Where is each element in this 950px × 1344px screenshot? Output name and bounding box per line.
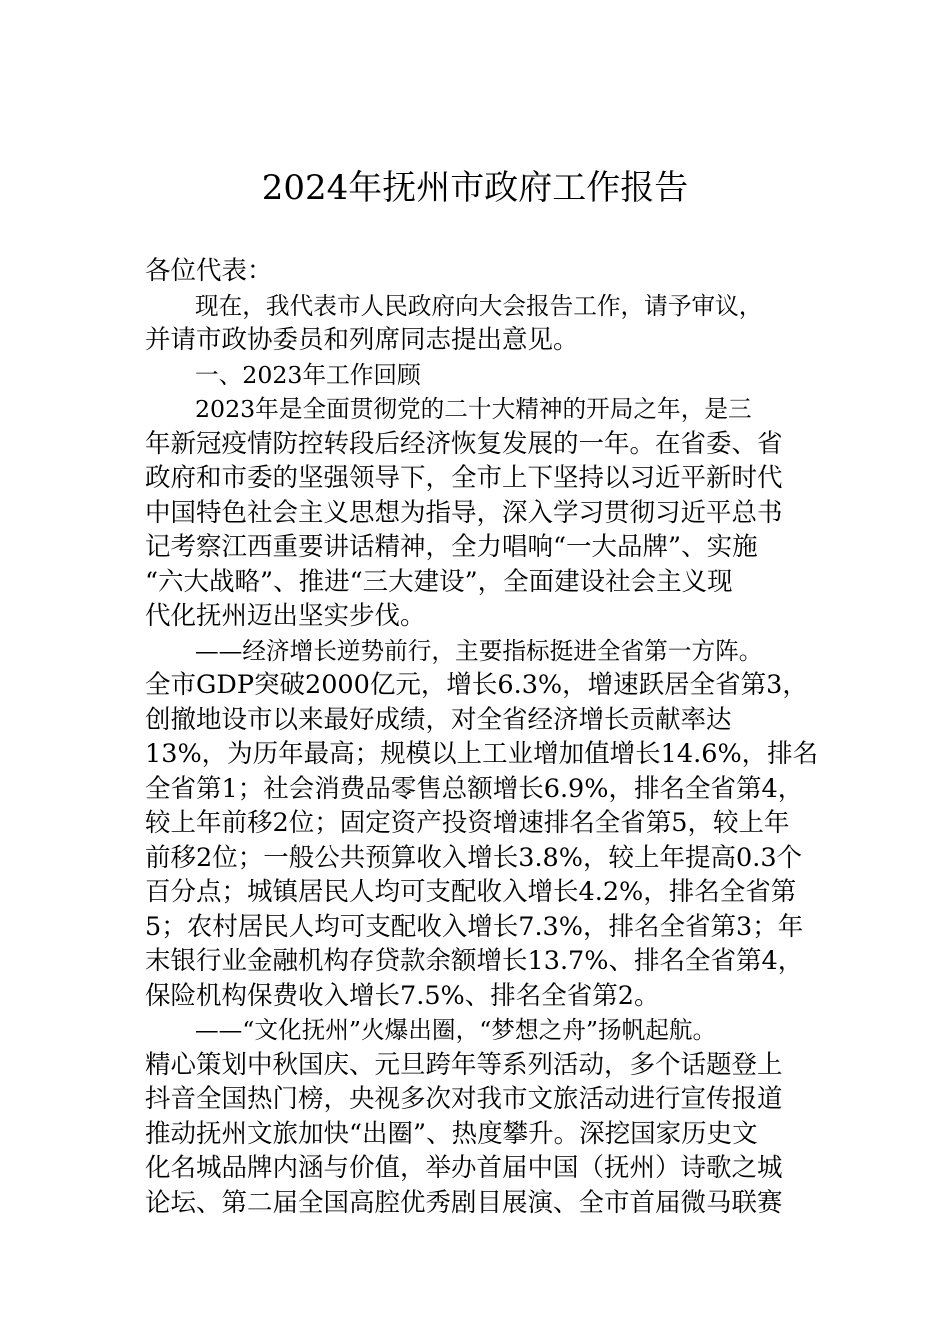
body-line: 末银行业金融机构存贷款余额增长13.7%、排名全省第4， — [145, 946, 804, 976]
body-line: 推动抚州文旅加快“出圈”、热度攀升。深挖国家历史文 — [145, 1118, 758, 1149]
body-line: 抖音全国热门榜，央视多次对我市文旅活动进行宣传报道 — [145, 1084, 783, 1114]
body-line: 代化抚州迈出坚实步伐。 — [145, 601, 426, 631]
body-line: 现在，我代表市人民政府向大会报告工作，请予审议， — [195, 291, 763, 320]
body-line: 创撤地设市以来最好成绩，对全省经济增长贡献率达 — [145, 704, 732, 735]
body-line: “六大战略”、推进“三大建设”，全面建设社会主义现 — [145, 566, 733, 597]
body-line: 并请市政协委员和列席同志提出意见。 — [145, 325, 579, 355]
body-line: 年新冠疫情防控转段后经济恢复发展的一年。在省委、省 — [145, 428, 783, 459]
body-line: 化名城品牌内涵与价值，举办首届中国（抚州）诗歌之城 — [145, 1153, 783, 1183]
document-body — [145, 254, 835, 1220]
body-line: ——“文化抚州”火爆出圈，“梦想之舟”扬帆起航。 — [195, 1016, 717, 1044]
body-line: 记考察江西重要讲话精神，全力唱响“一大品牌”、实施 — [145, 532, 758, 562]
body-line: 精心策划中秋国庆、元旦跨年等系列活动，多个话题登上 — [145, 1049, 783, 1080]
body-line: 论坛、第二届全国高腔优秀剧目展演、全市首届微马联赛 — [145, 1187, 783, 1218]
body-line: 中国特色社会主义思想为指导，深入学习贯彻习近平总书 — [145, 497, 783, 528]
document-title: 2024年抚州市政府工作报告 — [261, 168, 689, 208]
body-line: 较上年前移2位；固定资产投资增速排名全省第5，较上年 — [145, 808, 790, 838]
body-line: ——经济增长逆势前行，主要指标挺进全省第一方阵。 — [195, 636, 763, 665]
body-line: 13%，为历年最高；规模以上工业增加值增长14.6%，排名 — [145, 739, 819, 769]
body-line: 一、2023年工作回顾 — [195, 360, 421, 389]
body-line: 全市GDP突破2000亿元，增长6.3%，增速跃居全省第3， — [145, 670, 808, 700]
body-line: 各位代表： — [145, 256, 273, 286]
body-line: 全省第1；社会消费品零售总额增长6.9%，排名全省第4， — [145, 773, 804, 804]
body-line: 百分点；城镇居民人均可支配收入增长4.2%，排名全省第 — [145, 877, 797, 907]
body-line: 5；农村居民人均可支配收入增长7.3%，排名全省第3；年 — [145, 911, 804, 942]
body-line: 2023年是全面贯彻党的二十大精神的开局之年，是三 — [195, 395, 752, 423]
body-line: 保险机构保费收入增长7.5%、排名全省第2。 — [145, 980, 660, 1011]
body-line: 前移2位；一般公共预算收入增长3.8%，较上年提高0.3个 — [145, 842, 803, 873]
body-line: 政府和市委的坚强领导下，全市上下坚持以习近平新时代 — [145, 463, 783, 493]
